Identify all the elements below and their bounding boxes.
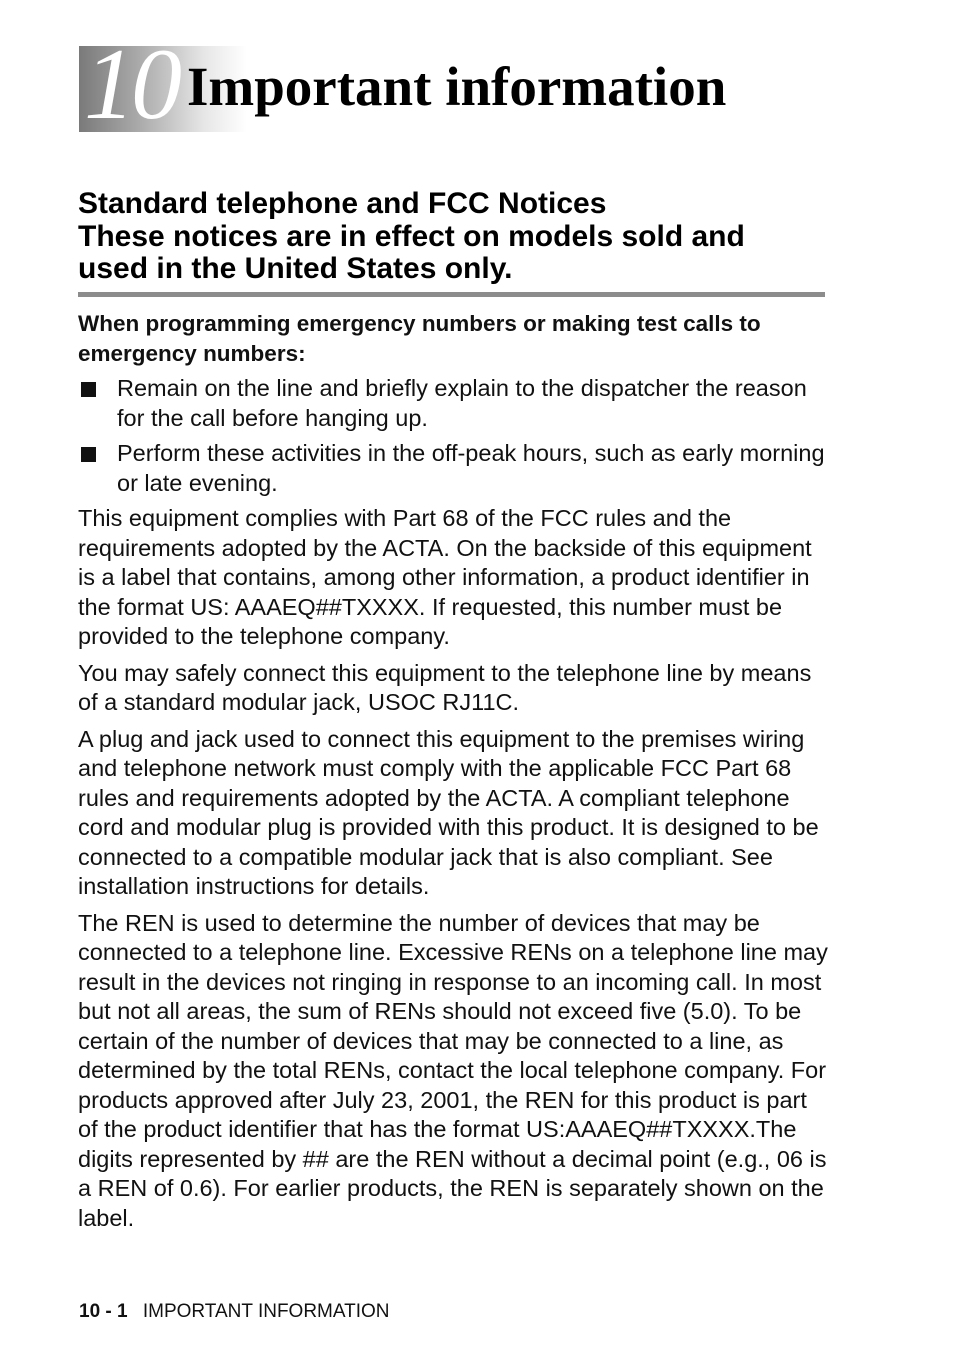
bullet-text: Remain on the line and briefly explain to the dispatcher the reason for the call before hanging up.	[117, 375, 807, 431]
connection-paragraph: You may safely connect this equipment to the telephone line by means of a standard modular jack, USOC RJ11C.	[78, 659, 812, 715]
emergency-bullet-list	[78, 374, 828, 498]
section-heading	[78, 188, 838, 286]
bullet-text: Perform these activities in the off-peak hours, such as early morning or late evening.	[117, 440, 825, 496]
page-footer	[79, 1300, 390, 1324]
square-bullet-icon	[81, 382, 96, 397]
chapter-number: 10	[84, 28, 178, 141]
list-item	[78, 374, 828, 433]
running-title: IMPORTANT INFORMATION	[142, 1301, 390, 1322]
emergency-subheading: When programming emergency numbers or making test calls to emergency numbers:	[78, 311, 761, 366]
chapter-title: Important information	[187, 56, 727, 117]
section-heading-line: used in the United States only.	[78, 252, 513, 285]
main-content	[78, 309, 828, 1240]
section-heading-line: These notices are in effect on models sold and	[78, 219, 745, 253]
section-divider	[78, 292, 825, 297]
square-bullet-icon	[81, 447, 96, 462]
list-item	[78, 439, 828, 498]
plug-jack-paragraph: A plug and jack used to connect this equipment to the premises wiring and telephone network must comply with the applicable FCC Part 68 rules and requirements adopted by the ACTA. A compliant telephone cord and modular plug is provided with this product. It is designed to be connected to a compatible modular jack that is also compliant. See installation instructions for details.	[78, 725, 819, 899]
page-number: 10 - 1	[79, 1301, 128, 1322]
fcc-compliance-paragraph: This equipment complies with Part 68 of the FCC rules and the requirements adopted by the ACTA. On the backside of this equipment is a label that contains, among other information, a product identifier in the format US: AAAEQ##TXXXX. If requested, this number must be provided to the telephone company.	[78, 505, 812, 649]
ren-paragraph: The REN is used to determine the number of devices that may be connected to a telephone line. Excessive RENs on a telephone line may result in the devices not ringing in response to an incoming call. In most but not all areas, the sum of RENs should not exceed five (5.0). To be certain of the number of devices that may be connected to a line, as determined by the total RENs, contact the local telephone company. For products approved after July 23, 2001, the REN for this product is part of the product identifier that has the format US:AAAEQ##TXXXX.The digits represented by ## are the REN without a decimal point (e.g., 06 is a REN of 0.6). For earlier products, the REN is separately shown on the label.	[78, 909, 828, 1231]
section-heading-line: Standard telephone and FCC Notices	[78, 187, 607, 220]
